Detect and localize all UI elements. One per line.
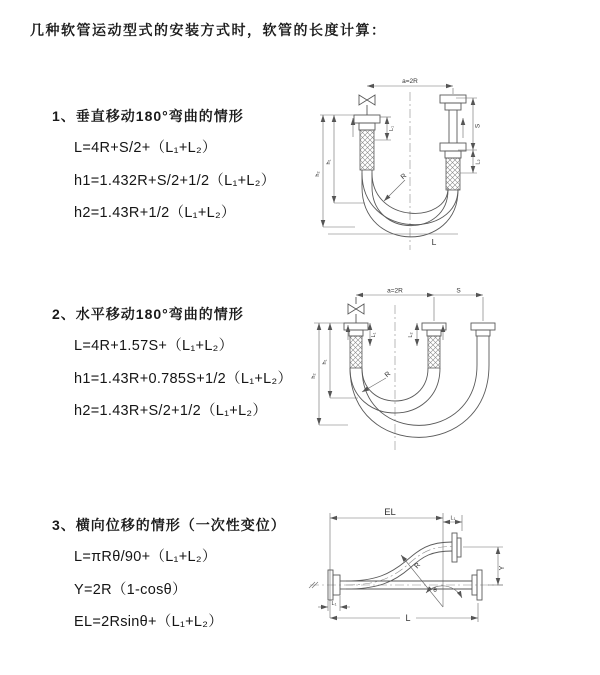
dim-label-fitting-mid: L₂ <box>408 332 414 338</box>
dim-label-fitting-left: L₁ <box>371 332 377 338</box>
dim-label-offset: Y <box>499 565 506 571</box>
formula-h1: h1=1.43R+0.785S+1/2（L₁+L₂） <box>74 370 293 387</box>
section-lateral-displacement <box>52 515 322 643</box>
flange-left <box>344 323 368 368</box>
diagram-lateral-displacement <box>298 495 600 645</box>
dim-label-angle: θ <box>433 587 437 594</box>
flange-right <box>440 95 466 190</box>
dim-label-radius: R <box>413 561 423 571</box>
dim-label-length: L <box>405 613 411 623</box>
dim-label-travel: S <box>474 123 482 129</box>
dim-label-travel: S <box>456 287 461 295</box>
dim-label-h-outer: h₂ <box>315 171 321 177</box>
flange-mid <box>422 323 446 368</box>
flange-left <box>354 115 380 170</box>
formula-L: L=πRθ/90+（L₁+L₂） <box>74 549 217 565</box>
dimension-el <box>330 507 443 618</box>
dim-label-radius: R <box>399 172 409 182</box>
formula-Y: Y=2R（1-cosθ） <box>74 581 187 598</box>
dimension-fitting-left <box>374 117 395 140</box>
dim-label-span: a=2R <box>387 287 403 295</box>
dim-label-span: a=2R <box>402 78 418 85</box>
dimension-radius <box>362 371 392 392</box>
dimension-offset <box>463 547 506 585</box>
diagram-horizontal-movement <box>308 280 600 470</box>
dimension-length <box>328 234 458 247</box>
formula-EL: EL=2Rsinθ+（L₁+L₂） <box>74 614 224 630</box>
braided-section <box>360 130 374 170</box>
section-2-formulas <box>74 334 322 420</box>
formula-h1: h1=1.432R+S/2+1/2（L₁+L₂） <box>74 172 276 189</box>
dim-label-fitting-left: L₁ <box>389 126 395 131</box>
dim-label-h-inner: h₁ <box>326 159 332 165</box>
dimension-span <box>367 78 453 94</box>
dimension-span <box>356 288 483 322</box>
valve-icon <box>348 297 364 323</box>
section-3-heading: 3、横向位移的情形（一次性变位） <box>52 517 286 533</box>
section-horizontal-movement <box>52 304 322 432</box>
dimension-fitting-left <box>318 596 350 611</box>
section-2-heading: 2、水平移动180°弯曲的情形 <box>52 306 244 322</box>
dim-label-fitting-right: L₂ <box>475 159 482 165</box>
dim-label-el: EL <box>384 507 396 518</box>
braided-section <box>446 158 460 190</box>
dimension-length <box>330 603 478 623</box>
flange-displaced <box>452 533 461 562</box>
dim-label-radius: R <box>383 370 393 380</box>
centerline <box>309 582 503 588</box>
section-vertical-movement <box>52 106 322 234</box>
valve-icon <box>359 95 375 115</box>
dim-label-h-outer: h₂ <box>311 373 317 379</box>
formula-h2: h2=1.43R+1/2（L₁+L₂） <box>74 205 236 221</box>
flange-right <box>471 323 495 336</box>
formula-L: L=4R+1.57S+（L₁+L₂） <box>74 338 234 354</box>
dim-label-fitting-left: L₁ <box>331 601 337 607</box>
braided-section <box>350 336 362 368</box>
formula-L: L=4R+S/2+（L₁+L₂） <box>74 140 217 156</box>
braided-section <box>428 336 440 368</box>
dimension-radius <box>384 173 408 201</box>
section-3-formulas <box>74 545 322 631</box>
section-1-formulas <box>74 136 322 222</box>
dimension-fitting-top <box>443 515 462 531</box>
dim-label-fitting-top: L₁ <box>450 515 456 522</box>
diagram-vertical-movement <box>310 70 600 260</box>
formula-h2: h2=1.43R+S/2+1/2（L₁+L₂） <box>74 403 268 419</box>
dim-label-length: L <box>431 237 437 247</box>
dim-label-h-inner: h₁ <box>322 359 328 365</box>
page-title: 几种软管运动型式的安装方式时，软管的长度计算： <box>30 22 387 38</box>
section-1-heading: 1、垂直移动180°弯曲的情形 <box>52 108 244 124</box>
dimension-heights <box>315 115 365 227</box>
hose-curve-displaced <box>346 542 452 589</box>
